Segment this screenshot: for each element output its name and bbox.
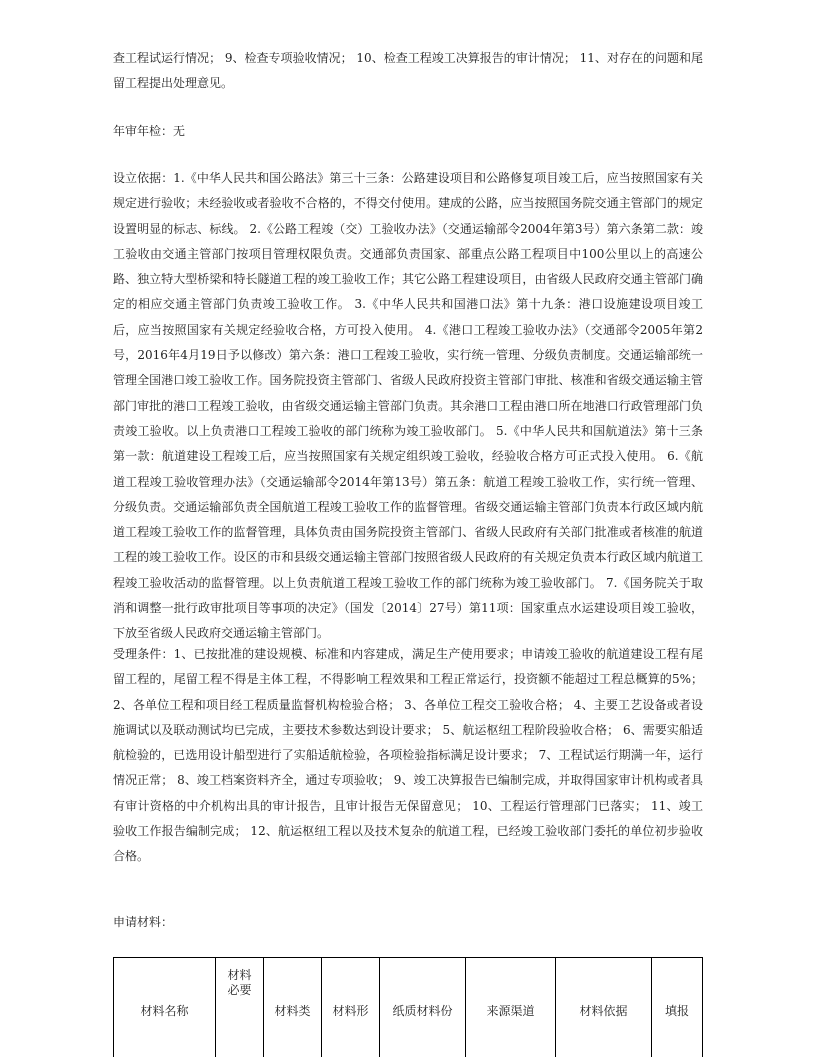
header-material-form: 材料形	[322, 958, 380, 1057]
header-source-channel: 来源渠道	[466, 958, 556, 1057]
header-paper-copies: 纸质材料份	[380, 958, 466, 1057]
header-material-basis: 材料依据	[556, 958, 652, 1057]
application-materials-heading: 申请材料：	[113, 910, 703, 935]
materials-table	[113, 957, 703, 1057]
acceptance-conditions-paragraph: 受理条件：1、已按批准的建设规模、标准和内容建成，满足生产使用要求；申请竣工验收的航道建设工程有尾留工程的，尾留工程不得是主体工程，不得影响工程效果和工程正常运行，投资额不能超过工程总概算的5%； 2、各单位工程和项目经工程质量监督机构检验合格； 3、各单位工程交工验收合格； 4、主要工艺设备或者设施调试以及联动测试均已完成，主要技术参数达到设计要求； 5、航运枢纽工程阶段验收合格； 6、需要实船适航检验的，已选用设计船型进行了实船适航检验，各项检验指标满足设计要求； 7、工程试运行期满一年，运行情况正常； 8、竣工档案资料齐全，通过专项验收； 9、竣工决算报告已编制完成，并取得国家审计机构或者具有审计资格的中介机构出具的审计报告，且审计报告无保留意见； 10、工程运行管理部门已落实； 11、竣工验收工作报告编制完成； 12、航运枢纽工程以及技术复杂的航道工程，已经竣工验收部门委托的单位初步验收合格。	[113, 642, 703, 870]
header-fill-in: 填报	[652, 958, 703, 1057]
header-material-required: 材料 必要	[216, 958, 264, 1057]
annual-review-paragraph: 年审年检：无	[113, 119, 703, 144]
header-material-type: 材料类	[264, 958, 322, 1057]
legal-basis-paragraph: 设立依据：1.《中华人民共和国公路法》第三十三条：公路建设项目和公路修复项目竣工后，应当按照国家有关规定进行验收；未经验收或者验收不合格的，不得交付使用。建成的公路，应当按照国务院交通主管部门的规定设置明显的标志、标线。 2.《公路工程竣（交）工验收办法》（交通运输部令2004年第3号）第六条第二款：竣工验收由交通主管部门按项目管理权限负责。交通部负责国家、部重点公路工程项目中100公里以上的高速公路、独立特大型桥梁和特长隧道工程的竣工验收工作；其它公路工程建设项目，由省级人民政府交通主管部门确定的相应交通主管部门负责竣工验收工作。 3.《中华人民共和国港口法》第十九条：港口设施建设项目竣工后，应当按照国家有关规定经验收合格，方可投入使用。 4.《港口工程竣工验收办法》（交通部令2005年第2号，2016年4月19日予以修改）第六条：港口工程竣工验收，实行统一管理、分级负责制度。交通运输部统一管理全国港口竣工验收工作。国务院投资主管部门、省级人民政府投资主管部门审批、核准和省级交通运输主管部门审批的港口工程竣工验收，由省级交通运输主管部门负责。其余港口工程由港口所在地港口行政管理部门负责竣工验收。以上负责港口工程竣工验收的部门统称为竣工验收部门。 5.《中华人民共和国航道法》第十三条第一款：航道建设工程竣工后，应当按照国家有关规定组织竣工验收，经验收合格方可正式投入使用。 6.《航道工程竣工验收管理办法》（交通运输部令2014年第13号）第五条：航道工程竣工验收工作，实行统一管理、分级负责。交通运输部负责全国航道工程竣工验收工作的监督管理。省级交通运输主管部门负责本行政区域内航道工程竣工验收工作的监督管理，具体负责由国务院投资主管部门、省级人民政府有关部门批准或者核准的航道工程的竣工验收工作。设区的市和县级交通运输主管部门按照省级人民政府的有关规定负责本行政区域内航道工程竣工验收活动的监督管理。以上负责航道工程竣工验收工作的部门统称为竣工验收部门。 7.《国务院关于取消和调整一批行政审批项目等事项的决定》（国发〔2014〕27号）第11项：国家重点水运建设项目竣工验收，下放至省级人民政府交通运输主管部门。	[113, 166, 703, 647]
materials-table-header-row	[114, 958, 703, 1057]
inspection-items-paragraph: 查工程试运行情况； 9、检查专项验收情况； 10、检查工程竣工决算报告的审计情况； 11、对存在的问题和尾留工程提出处理意见。	[113, 46, 703, 97]
header-material-name: 材料名称	[114, 958, 216, 1057]
